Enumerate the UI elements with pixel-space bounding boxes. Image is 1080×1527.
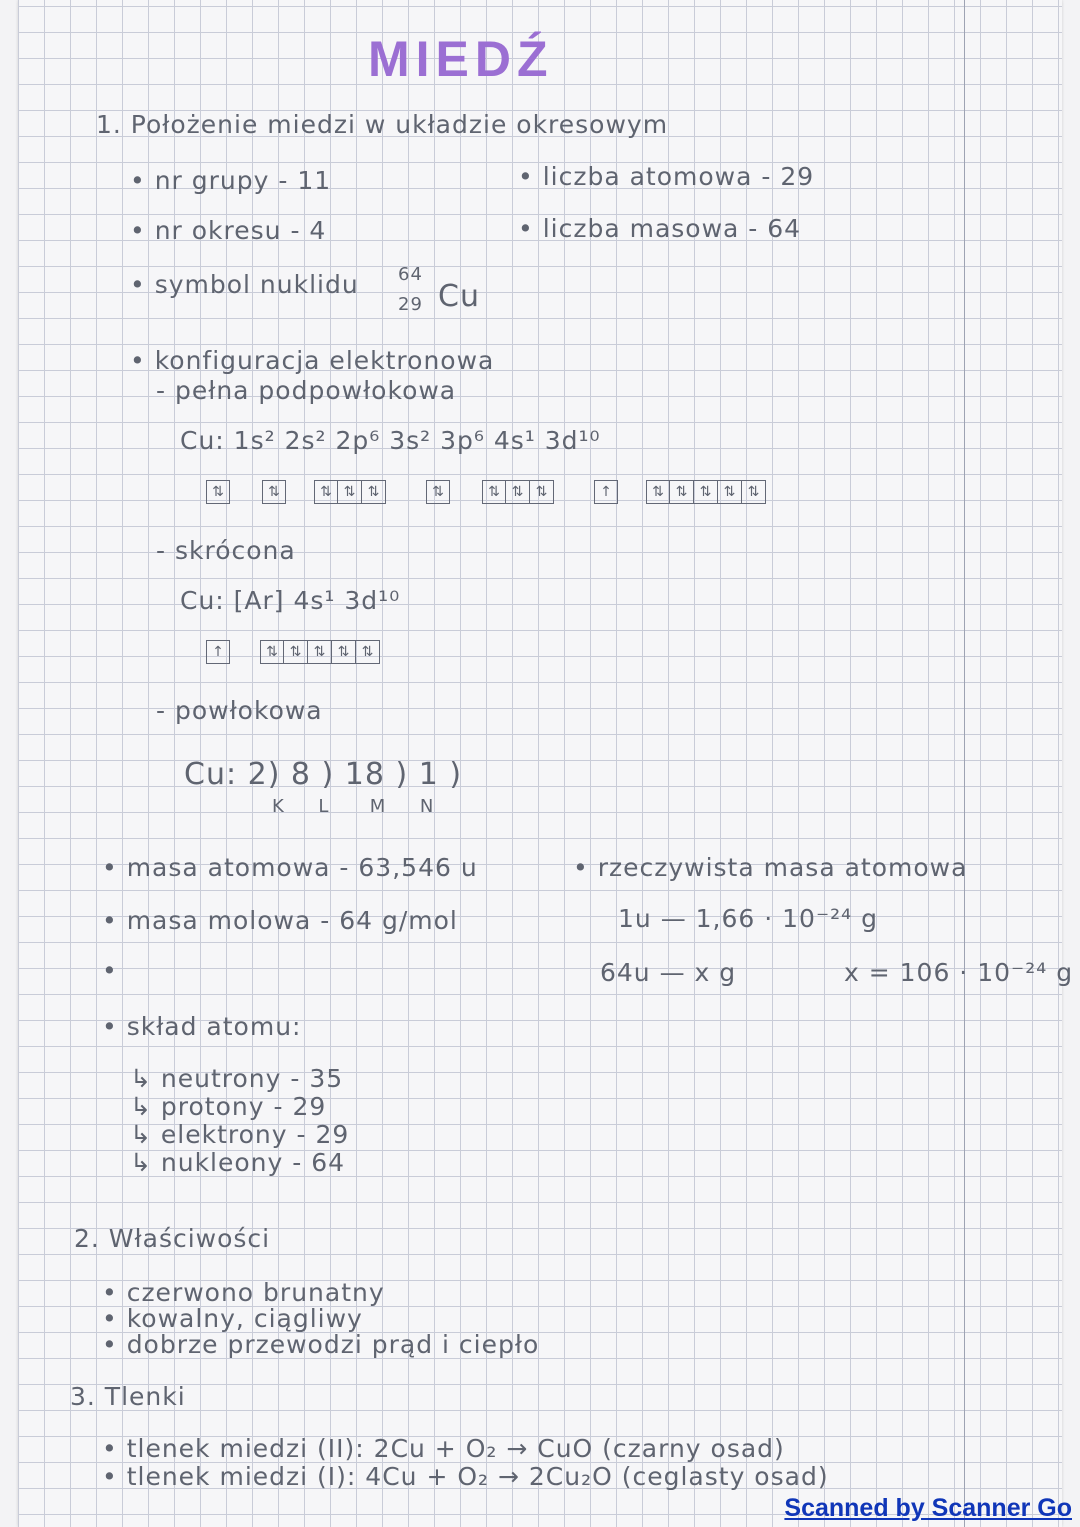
orbital-box: ⇅ bbox=[206, 480, 230, 504]
orbital-box: ⇅ bbox=[308, 640, 332, 664]
page-title: MIEDŹ bbox=[368, 31, 554, 87]
orbital-group bbox=[206, 480, 230, 504]
atomic-number: • liczba atomowa - 29 bbox=[518, 162, 815, 191]
orbital-box: ⇅ bbox=[694, 480, 718, 504]
atomic-mass: • masa atomowa - 63,546 u bbox=[102, 853, 478, 882]
electrons: ↳ elektrony - 29 bbox=[130, 1120, 350, 1149]
section2-heading: 2. Właściwości bbox=[74, 1224, 271, 1253]
short-config: Cu: [Ar] 4s¹ 3d¹⁰ bbox=[180, 586, 401, 615]
orbital-box: ⇅ bbox=[482, 480, 506, 504]
scanner-watermark: Scanned by Scanner Go bbox=[784, 1494, 1072, 1522]
group-number: • nr grupy - 11 bbox=[130, 166, 332, 195]
property-item: • czerwono brunatny bbox=[102, 1278, 385, 1307]
orbital-box: ⇅ bbox=[530, 480, 554, 504]
orbital-group bbox=[426, 480, 450, 504]
nucleons: ↳ nukleony - 64 bbox=[130, 1148, 346, 1177]
full-config: Cu: 1s² 2s² 2p⁶ 3s² 3p⁶ 4s¹ 3d¹⁰ bbox=[180, 426, 601, 455]
orbital-group bbox=[314, 480, 386, 504]
real-mass-proportion-2: 64u — x g bbox=[600, 958, 737, 987]
oxide-copper-ii: • tlenek miedzi (II): 2Cu + O₂ → CuO (czarny osad) bbox=[102, 1434, 785, 1463]
real-mass-label: • rzeczywista masa atomowa bbox=[573, 853, 968, 882]
property-item: • kowalny, ciągliwy bbox=[102, 1304, 363, 1333]
orbital-box: ⇅ bbox=[646, 480, 670, 504]
oxide-copper-i: • tlenek miedzi (I): 4Cu + O₂ → 2Cu₂O (ceglasty osad) bbox=[102, 1462, 829, 1491]
orbital-box: ⇅ bbox=[338, 480, 362, 504]
mass-number: • liczba masowa - 64 bbox=[518, 214, 802, 243]
real-mass-proportion-1: 1u — 1,66 · 10⁻²⁴ g bbox=[618, 904, 879, 933]
nuclide-label: • symbol nuklidu bbox=[130, 270, 359, 299]
molar-mass: • masa molowa - 64 g/mol bbox=[102, 906, 458, 935]
property-item: • dobrze przewodzi prąd i ciepło bbox=[102, 1330, 540, 1359]
orbital-group bbox=[262, 480, 286, 504]
orbital-box: ↑ bbox=[594, 480, 618, 504]
orbital-box: ⇅ bbox=[742, 480, 766, 504]
short-config-label: - skrócona bbox=[156, 536, 296, 565]
orbital-box: ⇅ bbox=[426, 480, 450, 504]
orbital-box: ⇅ bbox=[284, 640, 308, 664]
orbital-box: ↑ bbox=[206, 640, 230, 664]
orbital-box: ⇅ bbox=[362, 480, 386, 504]
orbital-box: ⇅ bbox=[670, 480, 694, 504]
real-mass-result: x = 106 · 10⁻²⁴ g bbox=[844, 958, 1074, 987]
orbital-group bbox=[594, 480, 618, 504]
full-config-label: - pełna podpowłokowa bbox=[156, 376, 457, 405]
neutrons: ↳ neutrony - 35 bbox=[130, 1064, 344, 1093]
section1-heading: 1. Położenie miedzi w układzie okresowym bbox=[96, 110, 669, 139]
notebook-page bbox=[18, 0, 1074, 1527]
shell-letters: K L M N bbox=[272, 796, 435, 817]
orbital-group bbox=[646, 480, 766, 504]
orbital-group bbox=[260, 640, 380, 664]
orbital-group bbox=[206, 640, 230, 664]
nuclide-atomic: 29 bbox=[398, 294, 423, 315]
orbital-box: ⇅ bbox=[260, 640, 284, 664]
protons: ↳ protony - 29 bbox=[130, 1092, 327, 1121]
empty-bullet: • bbox=[102, 956, 118, 985]
orbital-box: ⇅ bbox=[314, 480, 338, 504]
orbital-box: ⇅ bbox=[718, 480, 742, 504]
section3-heading: 3. Tlenki bbox=[70, 1382, 186, 1411]
period-number: • nr okresu - 4 bbox=[130, 216, 327, 245]
nuclide-mass: 64 bbox=[398, 264, 423, 285]
orbital-box: ⇅ bbox=[262, 480, 286, 504]
shell-config-label: - powłokowa bbox=[156, 696, 323, 725]
orbital-box: ⇅ bbox=[332, 640, 356, 664]
config-heading: • konfiguracja elektronowa bbox=[130, 346, 495, 375]
shell-config: Cu: 2) 8 ) 18 ) 1 ) bbox=[184, 757, 463, 792]
orbital-box: ⇅ bbox=[506, 480, 530, 504]
orbital-group bbox=[482, 480, 554, 504]
composition-label: • skład atomu: bbox=[102, 1012, 302, 1041]
margin-line bbox=[964, 0, 965, 1527]
orbital-box: ⇅ bbox=[356, 640, 380, 664]
nuclide-symbol: Cu bbox=[438, 279, 480, 314]
